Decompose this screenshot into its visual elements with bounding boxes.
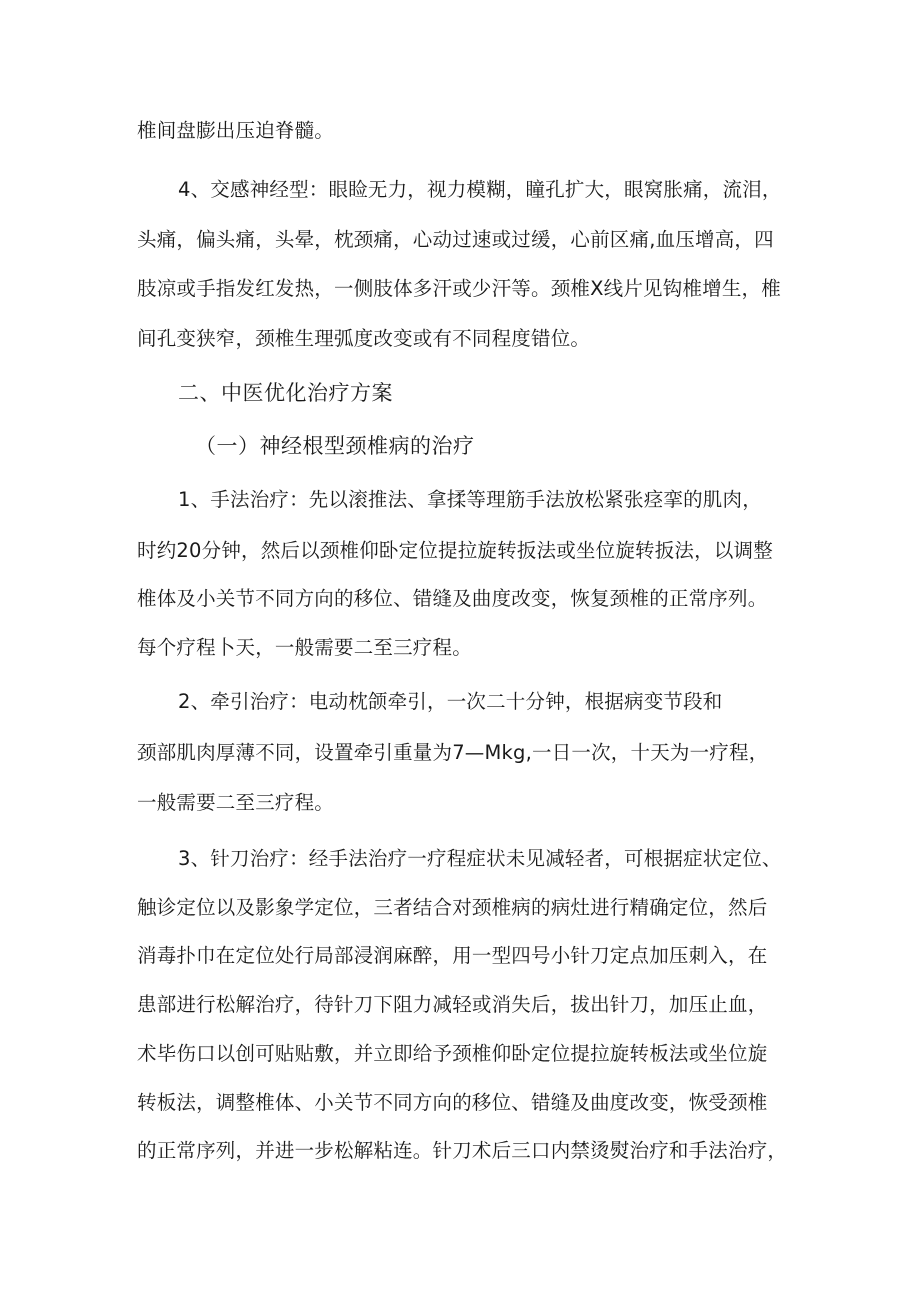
text-line: 3、针刀治疗：经手法治疗一疗程症状未见减轻者，可根据症状定位、	[178, 847, 782, 870]
text-line: 每个疗程卜天，一般需要二至三疗程。	[137, 636, 472, 659]
section-heading: 二、中医优化治疗方案	[178, 381, 393, 405]
subsection-heading: （一）神经根型颈椎病的治疗	[195, 434, 475, 458]
text-line: 4、交感神经型：眼睑无力，视力模糊，瞳孔扩大，眼窝胀痛，流泪，	[178, 178, 782, 201]
text-line: 椎体及小关节不同方向的移位、错缝及曲度改变，恢复颈椎的正常序列。	[137, 587, 768, 610]
text-line: 触诊定位以及影象学定位，三者结合对颈椎病的病灶进行精确定位，然后	[137, 896, 768, 919]
text-line: 的正常序列，并进一步松解粘连。针刀术后三口内禁烫熨治疗和手法治疗，	[137, 1139, 788, 1162]
text-line: 椎间盘膨出压迫脊髓。	[137, 119, 335, 142]
text-line: 时约20分钟，然后以颈椎仰卧定位提拉旋转扳法或坐位旋转扳法，以调整	[137, 539, 773, 562]
text-line: 1、手法治疗：先以滚推法、拿揉等理筋手法放松紧张痉挛的肌肉，	[178, 488, 762, 511]
text-line: 患部进行松解治疗，待针刀下阻力减轻或消失后，拔出针刀，加压止血，	[137, 993, 768, 1016]
text-line: 头痛，偏头痛，头晕，枕颈痛，心动过速或过缓，心前区痛,血压增高，四	[137, 228, 774, 251]
text-line: 术毕伤口以创可贴贴敷，并立即给予颈椎仰卧定位提拉旋转板法或坐位旋	[137, 1042, 768, 1065]
text-line: 肢凉或手指发红发热，一侧肢体多汗或少汗等。颈椎X线片见钩椎增生，椎	[137, 277, 781, 300]
text-line: 消毒扑巾在定位处行局部浸润麻醉，用一型四号小针刀定点加压刺入，在	[137, 944, 768, 967]
text-line: 一般需要二至三疗程。	[137, 791, 335, 814]
text-line: 间孔变狭窄，颈椎生理弧度改变或有不同程度错位。	[137, 327, 591, 350]
text-line: 颈部肌肉厚薄不同，设置牵引重量为7—Mkg,一日一次，十天为一疗程，	[137, 741, 769, 764]
text-line: 2、牵引治疗：电动枕颌牵引，一次二十分钟，根据病变节段和	[178, 690, 723, 713]
text-line: 转板法，调整椎体、小关节不同方向的移位、错缝及曲度改变，恢受颈椎	[137, 1091, 768, 1114]
